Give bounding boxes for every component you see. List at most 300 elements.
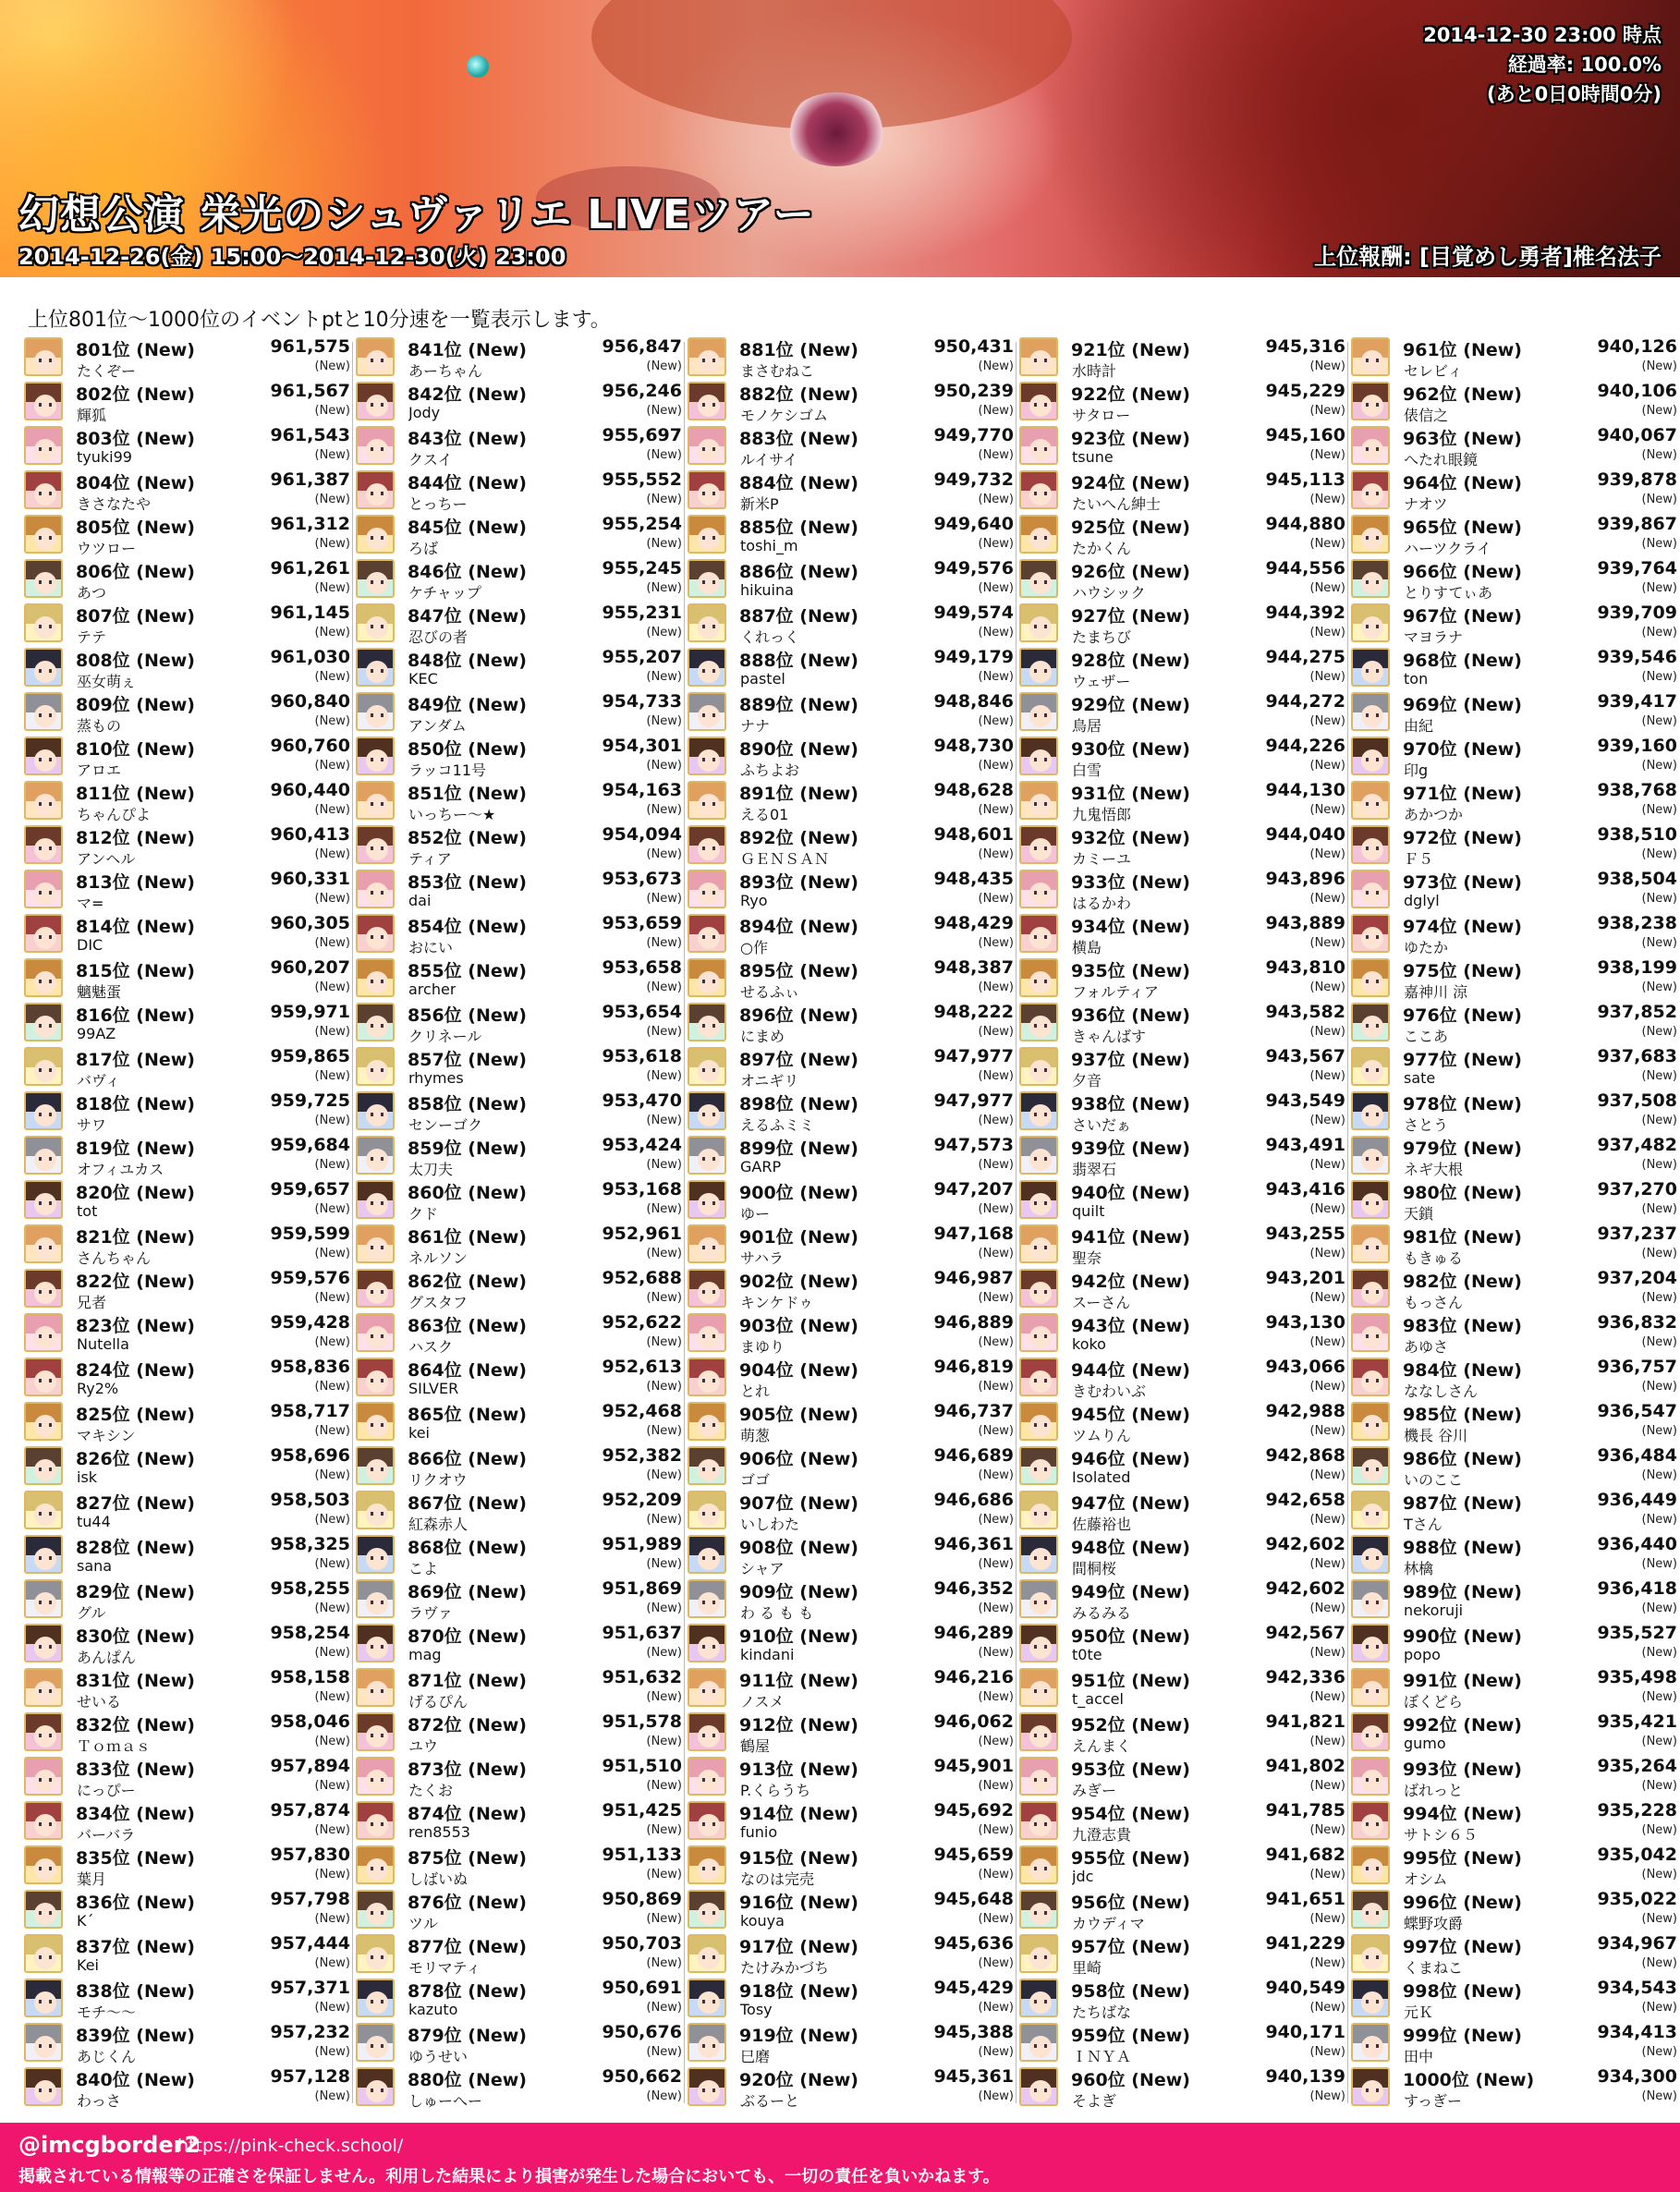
- ranking-entry: [1019, 645, 1345, 689]
- event-points: 946,361: [933, 1534, 1014, 1554]
- event-points: 948,730: [933, 736, 1014, 756]
- player-name: t0te: [1072, 1646, 1102, 1663]
- event-points: 947,168: [933, 1224, 1014, 1244]
- rank-label: 880位 (New): [408, 2070, 527, 2090]
- event-points: 954,733: [602, 691, 682, 712]
- event-points: 960,840: [270, 691, 350, 712]
- ten-minute-speed: (New): [978, 1690, 1014, 1704]
- idol-card-thumbnail: [1019, 426, 1058, 465]
- thumbnail-eyes: [1034, 1911, 1047, 1915]
- thumbnail-eyes: [39, 1512, 52, 1516]
- rank-label: 878位 (New): [408, 1981, 527, 2002]
- event-points: 943,582: [1265, 1002, 1345, 1022]
- rank-label: 822位 (New): [76, 1272, 195, 1292]
- thumbnail-eyes: [702, 1467, 715, 1471]
- player-name: gumo: [1404, 1735, 1446, 1752]
- ranking-entry: [24, 1976, 350, 2020]
- idol-card-thumbnail: [356, 426, 395, 465]
- ranking-entry: [688, 1754, 1014, 1798]
- thumbnail-eyes: [1366, 625, 1379, 628]
- player-name: Ryo: [740, 892, 768, 909]
- player-name: あんぱん: [77, 1649, 137, 1666]
- event-points: 951,632: [602, 1667, 682, 1687]
- idol-card-thumbnail: [24, 1757, 63, 1796]
- rank-label: 879位 (New): [408, 2026, 527, 2046]
- player-name: にまめ: [740, 1028, 785, 1045]
- rank-label: 828位 (New): [76, 1538, 195, 1558]
- rank-label: 867位 (New): [408, 1493, 527, 1514]
- event-points: 936,832: [1597, 1312, 1677, 1333]
- thumbnail-eyes: [371, 1467, 383, 1471]
- player-name: はるかわ: [1072, 895, 1132, 912]
- player-name: いのここ: [1404, 1471, 1464, 1489]
- player-name: みるみる: [1072, 1604, 1132, 1622]
- thumbnail-eyes: [1034, 1512, 1047, 1516]
- player-name: ぶるーと: [740, 2092, 800, 2110]
- rank-label: 924位 (New): [1071, 473, 1190, 493]
- event-points: 945,692: [933, 1800, 1014, 1821]
- ranking-entry: [1351, 734, 1677, 778]
- event-points: 940,067: [1597, 425, 1677, 445]
- ranking-entry: [688, 867, 1014, 911]
- idol-card-thumbnail: [1019, 1934, 1058, 1973]
- event-points: 959,684: [270, 1135, 350, 1155]
- ten-minute-speed: (New): [314, 1779, 350, 1793]
- thumbnail-eyes: [702, 1201, 715, 1205]
- ten-minute-speed: (New): [646, 1868, 682, 1881]
- ranking-entry: [1019, 1621, 1345, 1665]
- rank-label: 808位 (New): [76, 651, 195, 671]
- rank-label: 821位 (New): [76, 1227, 195, 1248]
- player-name: ちゃんぴよ: [77, 806, 152, 823]
- ranking-entry: [24, 734, 350, 778]
- ranking-entry: [24, 1710, 350, 1754]
- thumbnail-eyes: [1366, 1689, 1379, 1693]
- event-points: 948,222: [933, 1002, 1014, 1022]
- thumbnail-eyes: [1034, 1024, 1047, 1028]
- player-name: 兄者: [77, 1294, 107, 1311]
- rank-label: 907位 (New): [739, 1493, 858, 1514]
- rank-label: 977位 (New): [1403, 1050, 1522, 1070]
- ranking-entry: [1351, 1355, 1677, 1399]
- ten-minute-speed: (New): [314, 980, 350, 994]
- event-points: 957,232: [270, 2022, 350, 2042]
- rank-label: 886位 (New): [739, 562, 858, 582]
- idol-card-thumbnail: [356, 1136, 395, 1175]
- event-points: 944,226: [1265, 736, 1345, 756]
- event-points: 937,237: [1597, 1224, 1677, 1244]
- event-points: 945,429: [933, 1978, 1014, 1998]
- idol-card-thumbnail: [24, 1269, 63, 1308]
- player-name: サタロー: [1072, 407, 1131, 424]
- event-points: 960,413: [270, 824, 350, 845]
- ten-minute-speed: (New): [978, 1335, 1014, 1349]
- player-name: ラッコ11号: [408, 761, 487, 779]
- thumbnail-eyes: [1034, 1556, 1047, 1560]
- player-name: dai: [408, 892, 432, 909]
- thumbnail-eyes: [39, 2088, 52, 2092]
- player-name: ノスメ: [740, 1693, 785, 1711]
- ranking-entry: [1351, 778, 1677, 822]
- ten-minute-speed: (New): [314, 2001, 350, 2015]
- ranking-entry: [356, 1399, 682, 1443]
- idol-card-thumbnail: [1019, 1624, 1058, 1662]
- ten-minute-speed: (New): [1641, 1868, 1677, 1881]
- ranking-entry: [1019, 1532, 1345, 1577]
- event-points: 953,618: [602, 1046, 682, 1066]
- event-points: 961,575: [270, 336, 350, 357]
- ten-minute-speed: (New): [978, 847, 1014, 861]
- idol-card-thumbnail: [1351, 1757, 1390, 1796]
- rank-label: 870位 (New): [408, 1626, 527, 1647]
- idol-card-thumbnail: [24, 1979, 63, 2017]
- rank-label: 871位 (New): [408, 1671, 527, 1691]
- ten-minute-speed: (New): [646, 1202, 682, 1216]
- ranking-entry: [24, 911, 350, 956]
- thumbnail-eyes: [702, 1157, 715, 1161]
- rank-label: 925位 (New): [1071, 518, 1190, 538]
- thumbnail-eyes: [371, 1955, 383, 1959]
- thumbnail-eyes: [1366, 536, 1379, 540]
- idol-card-thumbnail: [1019, 382, 1058, 420]
- idol-card-thumbnail: [688, 737, 726, 775]
- ten-minute-speed: (New): [646, 670, 682, 684]
- ten-minute-speed: (New): [314, 404, 350, 418]
- rank-label: 889位 (New): [739, 695, 858, 715]
- player-name: 巫女萌ぇ: [77, 673, 137, 690]
- player-name: える01: [740, 806, 789, 823]
- ten-minute-speed: (New): [1641, 1424, 1677, 1438]
- event-points: 959,865: [270, 1046, 350, 1066]
- rank-label: 861位 (New): [408, 1227, 527, 1248]
- ten-minute-speed: (New): [978, 1380, 1014, 1394]
- thumbnail-eyes: [702, 2044, 715, 2048]
- ten-minute-speed: (New): [646, 1424, 682, 1438]
- event-banner: [0, 0, 1680, 277]
- ten-minute-speed: (New): [978, 1646, 1014, 1660]
- player-name: 魑魅蛋: [77, 983, 122, 1001]
- event-points: 935,498: [1597, 1667, 1677, 1687]
- player-name: ぼくどら: [1404, 1693, 1464, 1711]
- rank-label: 956位 (New): [1071, 1893, 1190, 1913]
- event-points: 942,988: [1265, 1401, 1345, 1421]
- player-name: フォルティア: [1072, 983, 1159, 1001]
- event-points: 944,275: [1265, 647, 1345, 667]
- ranking-entry: [356, 2064, 682, 2109]
- thumbnail-eyes: [371, 2044, 383, 2048]
- rank-label: 923位 (New): [1071, 429, 1190, 449]
- idol-card-thumbnail: [356, 603, 395, 642]
- event-points: 942,658: [1265, 1490, 1345, 1510]
- event-points: 939,546: [1597, 647, 1677, 667]
- rank-label: 873位 (New): [408, 1760, 527, 1780]
- ranking-entry: [356, 1488, 682, 1532]
- ranking-entry: [1019, 778, 1345, 822]
- event-points: 939,709: [1597, 603, 1677, 623]
- event-points: 934,543: [1597, 1978, 1677, 1998]
- player-name: あじくん: [77, 2048, 137, 2065]
- ten-minute-speed: (New): [646, 1468, 682, 1482]
- thumbnail-eyes: [702, 1512, 715, 1516]
- player-name: 紅森赤人: [408, 1516, 469, 1533]
- ranking-entry: [1351, 1044, 1677, 1089]
- ranking-entry: [24, 423, 350, 468]
- ten-minute-speed: (New): [1309, 1823, 1345, 1837]
- idol-card-thumbnail: [1019, 1402, 1058, 1441]
- ranking-entry: [1019, 1843, 1345, 1887]
- ten-minute-speed: (New): [1641, 670, 1677, 684]
- idol-card-thumbnail: [688, 781, 726, 820]
- player-name: ゴゴ: [740, 1471, 771, 1489]
- ranking-entry: [688, 1887, 1014, 1931]
- ten-minute-speed: (New): [978, 359, 1014, 373]
- rank-label: 853位 (New): [408, 872, 527, 893]
- rank-label: 852位 (New): [408, 828, 527, 848]
- player-name: ゆたか: [1404, 939, 1449, 956]
- ten-minute-speed: (New): [646, 1380, 682, 1394]
- event-points: 960,440: [270, 780, 350, 800]
- thumbnail-eyes: [39, 1201, 52, 1205]
- event-points: 943,549: [1265, 1090, 1345, 1111]
- thumbnail-eyes: [39, 1867, 52, 1870]
- player-name: 林檎: [1404, 1560, 1434, 1577]
- thumbnail-eyes: [1366, 1955, 1379, 1959]
- idol-card-thumbnail: [356, 559, 395, 598]
- thumbnail-eyes: [1034, 359, 1047, 362]
- rank-label: 930位 (New): [1071, 739, 1190, 760]
- ranking-entry: [688, 379, 1014, 423]
- ten-minute-speed: (New): [646, 1291, 682, 1305]
- ten-minute-speed: (New): [1641, 892, 1677, 906]
- ranking-entry: [356, 335, 682, 379]
- player-name: ハーツクライ: [1404, 540, 1491, 557]
- event-points: 936,547: [1597, 1401, 1677, 1421]
- player-name: 印g: [1404, 761, 1429, 779]
- idol-card-thumbnail: [356, 1624, 395, 1662]
- idol-card-thumbnail: [24, 648, 63, 687]
- player-name: モリマティ: [408, 1959, 481, 1977]
- rank-label: 842位 (New): [408, 384, 527, 405]
- site-url-link[interactable]: https://pink-check.school/: [177, 2136, 404, 2156]
- player-name: jdc: [1072, 1868, 1094, 1885]
- event-points: 946,352: [933, 1578, 1014, 1599]
- player-name: 元Ｋ: [1404, 2003, 1434, 2021]
- rank-label: 868位 (New): [408, 1538, 527, 1558]
- ranking-entry: [1019, 1577, 1345, 1621]
- ranking-entry: [356, 778, 682, 822]
- rank-label: 801位 (New): [76, 340, 195, 360]
- rank-label: 966位 (New): [1403, 562, 1522, 582]
- idol-card-thumbnail: [356, 2023, 395, 2062]
- ten-minute-speed: (New): [1309, 1956, 1345, 1970]
- thumbnail-eyes: [1366, 492, 1379, 495]
- ten-minute-speed: (New): [1641, 803, 1677, 817]
- thumbnail-eyes: [1366, 802, 1379, 806]
- idol-card-thumbnail: [24, 426, 63, 465]
- ranking-entry: [688, 1089, 1014, 1133]
- rank-label: 843位 (New): [408, 429, 527, 449]
- rank-label: 824位 (New): [76, 1360, 195, 1381]
- ranking-entry: [1019, 601, 1345, 645]
- idol-card-thumbnail: [1019, 603, 1058, 642]
- ten-minute-speed: (New): [1309, 1468, 1345, 1482]
- ranking-entry: [1351, 1710, 1677, 1754]
- thumbnail-eyes: [371, 891, 383, 895]
- event-points: 946,289: [933, 1623, 1014, 1643]
- ranking-entry: [1351, 1577, 1677, 1621]
- thumbnail-eyes: [371, 1822, 383, 1826]
- player-name: quilt: [1072, 1202, 1105, 1220]
- thumbnail-eyes: [39, 1601, 52, 1604]
- ten-minute-speed: (New): [1641, 1690, 1677, 1704]
- player-name: ネルソン: [408, 1249, 469, 1267]
- event-points: 951,869: [602, 1578, 682, 1599]
- ranking-entry: [688, 1710, 1014, 1754]
- idol-card-thumbnail: [356, 1801, 395, 1840]
- rank-label: 807位 (New): [76, 606, 195, 627]
- idol-card-thumbnail: [1351, 2023, 1390, 2062]
- event-points: 935,022: [1597, 1889, 1677, 1909]
- ranking-entry: [356, 601, 682, 645]
- player-name: アロエ: [77, 761, 122, 779]
- ten-minute-speed: (New): [1309, 1069, 1345, 1083]
- event-points: 946,686: [933, 1490, 1014, 1510]
- event-points: 938,504: [1597, 869, 1677, 889]
- ranking-entry: [24, 1089, 350, 1133]
- idol-card-thumbnail: [688, 1003, 726, 1041]
- rank-label: 962位 (New): [1403, 384, 1522, 405]
- idol-card-thumbnail: [1351, 337, 1390, 376]
- player-name: ゆうせい: [408, 2048, 469, 2065]
- ranking-entry: [688, 956, 1014, 1000]
- player-name: にっぴー: [77, 1782, 136, 1799]
- ranking-entry: [356, 822, 682, 867]
- thumbnail-eyes: [1034, 1822, 1047, 1826]
- ten-minute-speed: (New): [1309, 670, 1345, 684]
- event-points: 952,622: [602, 1312, 682, 1333]
- thumbnail-eyes: [1366, 2000, 1379, 2003]
- ranking-entry: [356, 1222, 682, 1266]
- rank-label: 913位 (New): [739, 1760, 858, 1780]
- ten-minute-speed: (New): [646, 626, 682, 639]
- idol-card-thumbnail: [356, 1757, 395, 1796]
- rank-label: 990位 (New): [1403, 1626, 1522, 1647]
- rank-label: 809位 (New): [76, 695, 195, 715]
- rank-label: 958位 (New): [1071, 1981, 1190, 2002]
- thumbnail-eyes: [702, 1778, 715, 1782]
- ranking-entry: [356, 1798, 682, 1843]
- event-points: 941,651: [1265, 1889, 1345, 1909]
- rank-label: 863位 (New): [408, 1316, 527, 1336]
- thumbnail-eyes: [702, 1734, 715, 1737]
- event-points: 940,106: [1597, 381, 1677, 401]
- player-name: 鳥居: [1072, 717, 1102, 735]
- thumbnail-eyes: [371, 846, 383, 850]
- player-name: popo: [1404, 1646, 1441, 1663]
- event-points: 943,130: [1265, 1312, 1345, 1333]
- idol-card-thumbnail: [1019, 648, 1058, 687]
- player-name: ○作: [740, 939, 768, 956]
- rank-label: 917位 (New): [739, 1937, 858, 1957]
- ten-minute-speed: (New): [646, 892, 682, 906]
- player-name: マキシン: [77, 1427, 136, 1444]
- thumbnail-eyes: [371, 580, 383, 584]
- ranking-entry: [24, 822, 350, 867]
- rank-label: 991位 (New): [1403, 1671, 1522, 1691]
- player-name: Nutella: [77, 1335, 129, 1353]
- thumbnail-eyes: [1366, 1467, 1379, 1471]
- rank-label: 903位 (New): [739, 1316, 858, 1336]
- player-name: サワ: [77, 1116, 107, 1134]
- thumbnail-eyes: [702, 1822, 715, 1826]
- idol-card-thumbnail: [1351, 1801, 1390, 1840]
- thumbnail-eyes: [371, 935, 383, 939]
- thumbnail-eyes: [39, 1246, 52, 1249]
- ranking-entry: [356, 1266, 682, 1310]
- ten-minute-speed: (New): [1309, 1779, 1345, 1793]
- idol-card-thumbnail: [688, 1668, 726, 1707]
- idol-card-thumbnail: [688, 1224, 726, 1263]
- idol-card-thumbnail: [356, 1579, 395, 1618]
- ranking-entry: [1019, 1266, 1345, 1310]
- idol-card-thumbnail: [1351, 1136, 1390, 1175]
- ten-minute-speed: (New): [1641, 759, 1677, 773]
- rank-label: 947位 (New): [1071, 1493, 1190, 1514]
- thumbnail-eyes: [1366, 1113, 1379, 1116]
- thumbnail-eyes: [1034, 802, 1047, 806]
- banner-illustration-gem: [467, 55, 489, 78]
- event-points: 957,444: [270, 1933, 350, 1954]
- idol-card-thumbnail: [356, 737, 395, 775]
- ranking-entry: [1351, 1399, 1677, 1443]
- ranking-entry: [356, 1754, 682, 1798]
- ranking-entry: [1351, 2020, 1677, 2064]
- event-points: 959,725: [270, 1090, 350, 1111]
- thumbnail-eyes: [1366, 1556, 1379, 1560]
- rank-label: 936位 (New): [1071, 1005, 1190, 1026]
- idol-card-thumbnail: [1351, 426, 1390, 465]
- ranking-entry: [356, 1177, 682, 1222]
- event-points: 944,040: [1265, 824, 1345, 845]
- rank-label: 876位 (New): [408, 1893, 527, 1913]
- twitter-handle-link[interactable]: @imcgborder2: [18, 2132, 201, 2158]
- ranking-entry: [1019, 2064, 1345, 2109]
- idol-card-thumbnail: [1351, 825, 1390, 864]
- rank-label: 951位 (New): [1071, 1671, 1190, 1691]
- ten-minute-speed: (New): [1641, 1114, 1677, 1127]
- rank-label: 943位 (New): [1071, 1316, 1190, 1336]
- rank-label: 891位 (New): [739, 784, 858, 804]
- thumbnail-eyes: [371, 1734, 383, 1737]
- rank-label: 823位 (New): [76, 1316, 195, 1336]
- disclaimer-text: 掲載されている情報等の正確さを保証しません。利用した結果により損害が発生した場合においても、一切の責任を負いかねます。: [18, 2167, 1000, 2186]
- idol-card-thumbnail: [1019, 825, 1058, 864]
- ranking-entry: [24, 689, 350, 734]
- rank-label: 996位 (New): [1403, 1893, 1522, 1913]
- player-name: ばれっと: [1404, 1782, 1464, 1799]
- idol-card-thumbnail: [1019, 1979, 1058, 2017]
- player-name: バーバラ: [77, 1826, 136, 1844]
- event-points: 961,387: [270, 469, 350, 490]
- event-points: 950,676: [602, 2022, 682, 2042]
- rank-label: 851位 (New): [408, 784, 527, 804]
- event-points: 954,163: [602, 780, 682, 800]
- idol-card-thumbnail: [24, 825, 63, 864]
- idol-card-thumbnail: [24, 692, 63, 731]
- ranking-entry: [688, 556, 1014, 601]
- ten-minute-speed: (New): [646, 537, 682, 551]
- ranking-entry: [1351, 1887, 1677, 1931]
